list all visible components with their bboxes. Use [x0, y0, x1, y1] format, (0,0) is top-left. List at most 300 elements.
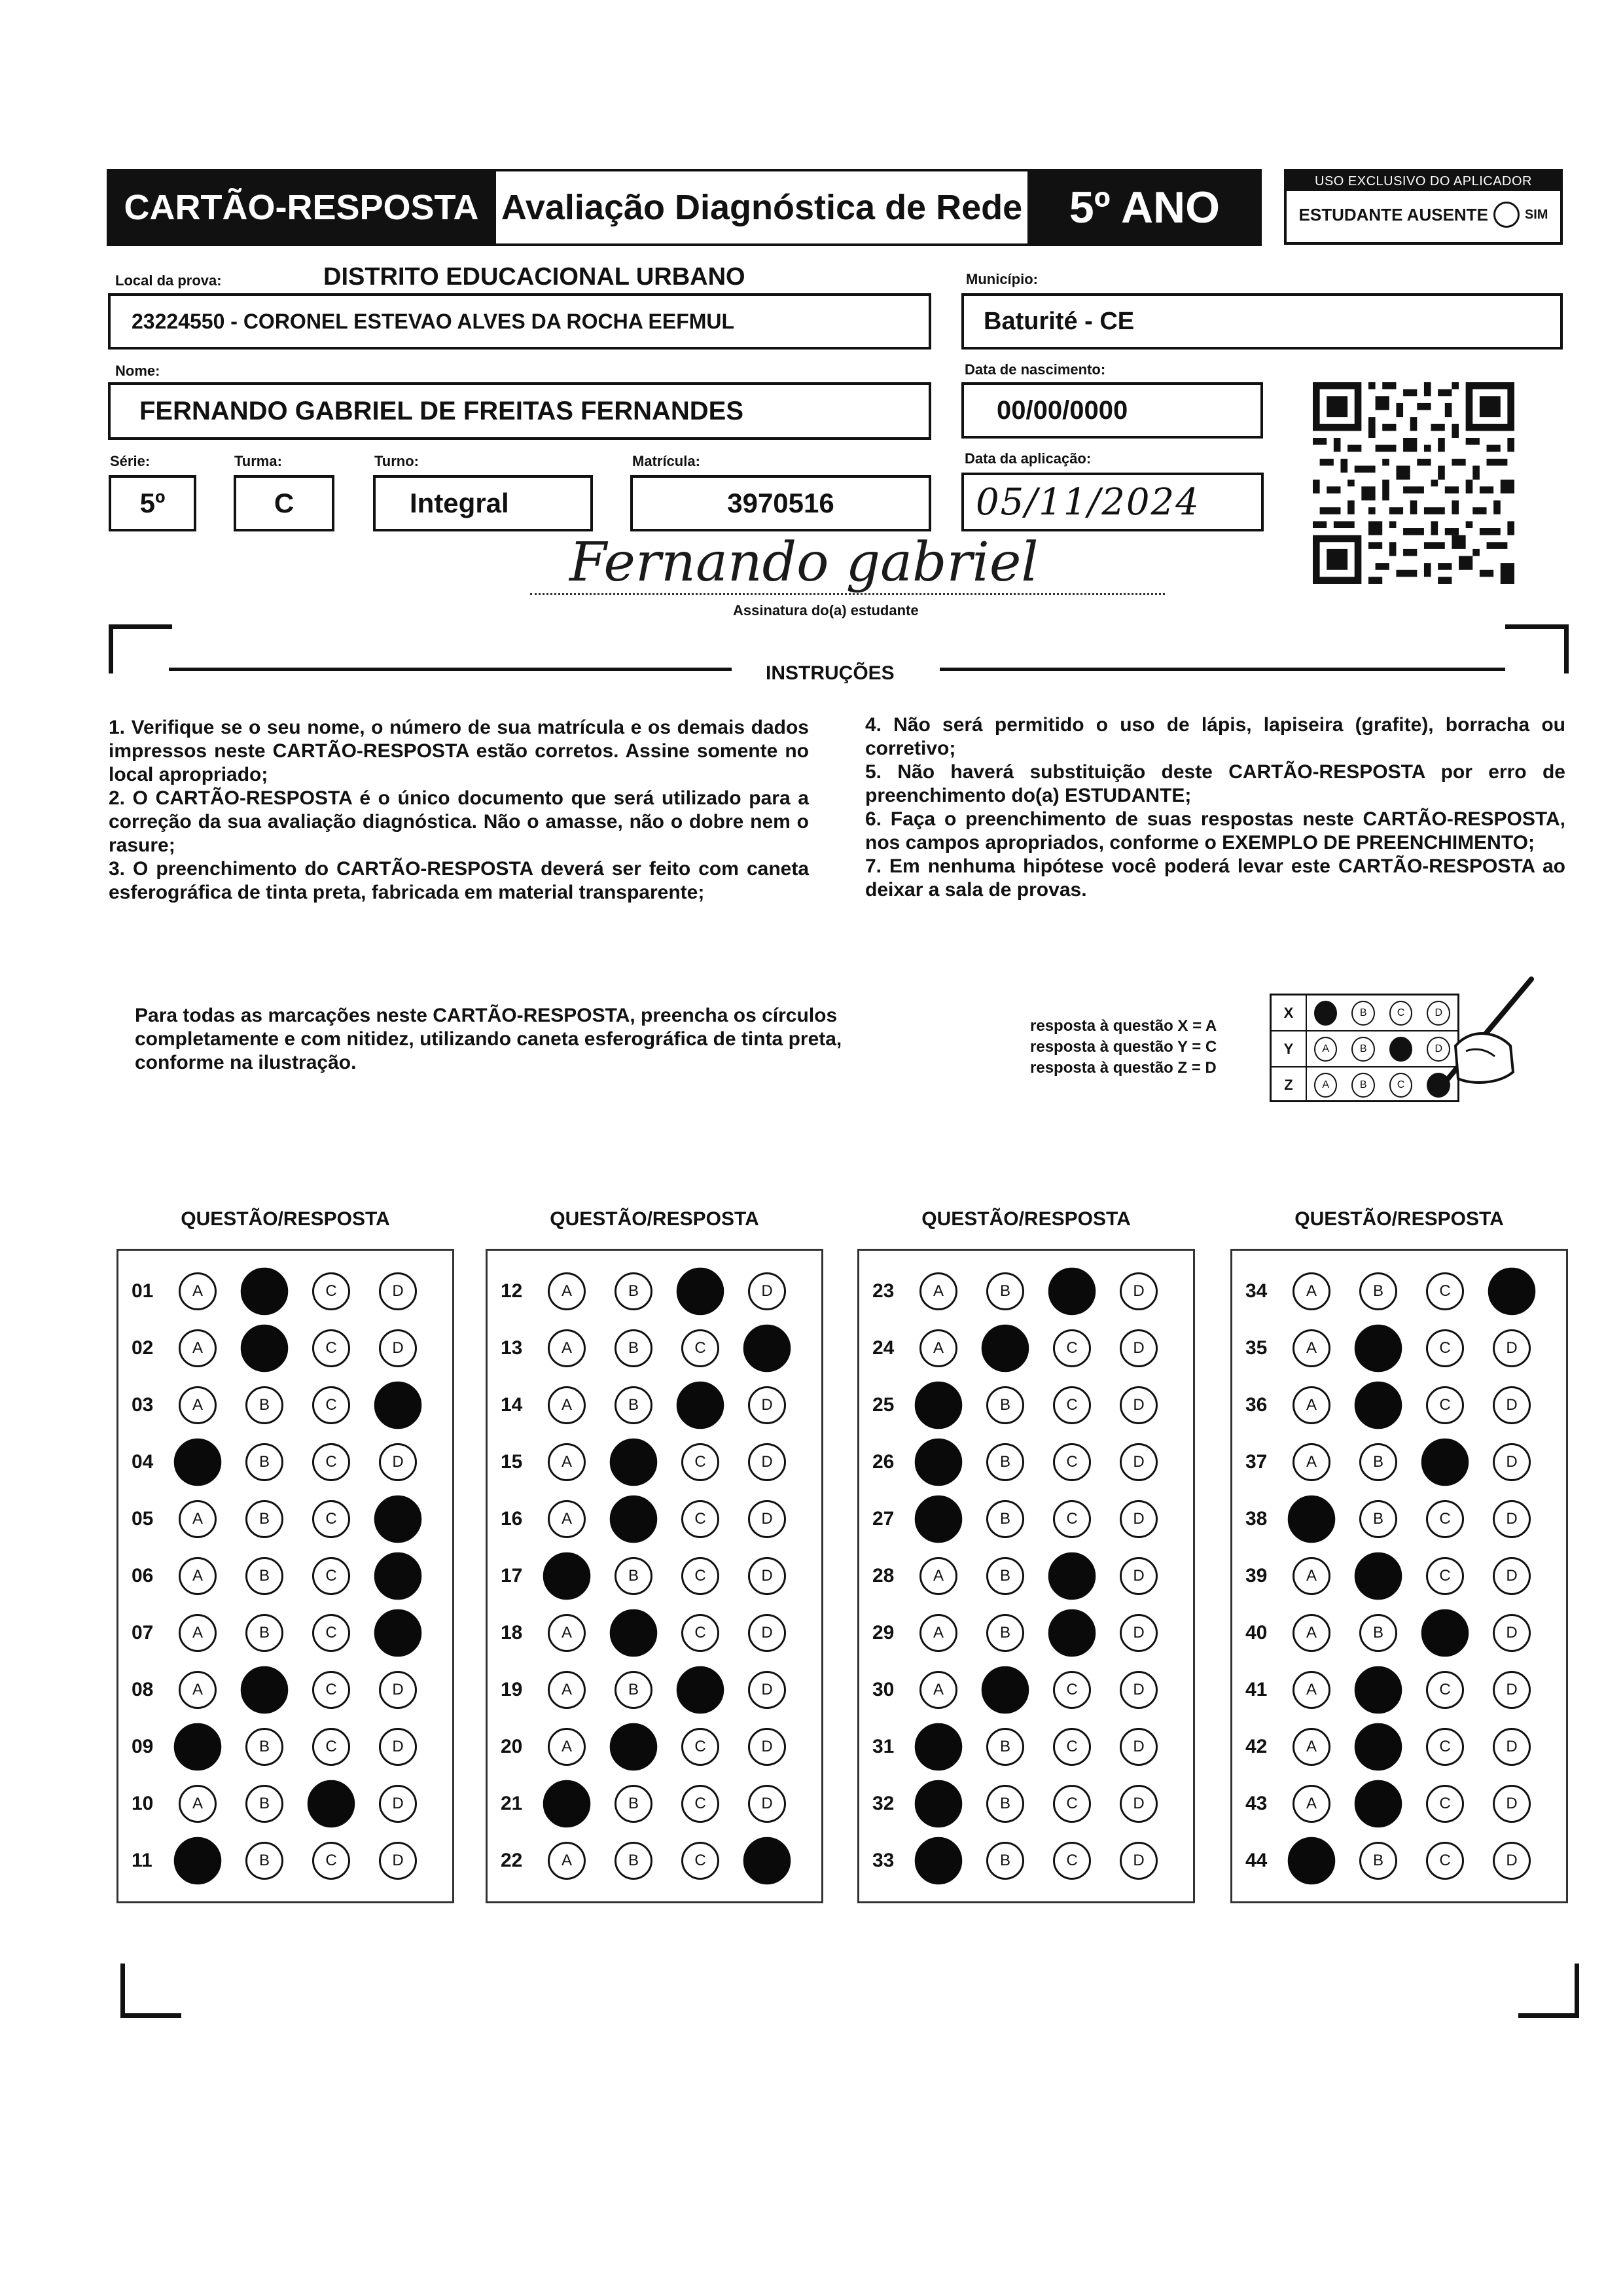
- question-row: [1232, 1557, 1566, 1595]
- answer-bubble-a[interactable]: [915, 1439, 963, 1486]
- answer-bubble-c[interactable]: [1421, 1609, 1469, 1657]
- answer-bubble-b[interactable]: [610, 1439, 658, 1486]
- question-number: 18: [501, 1622, 523, 1643]
- instructions-rule-right: [940, 668, 1505, 671]
- answer-bubble-b[interactable]: B: [615, 1671, 652, 1709]
- question-row: [488, 1500, 821, 1538]
- answer-bubble-c[interactable]: [677, 1268, 724, 1316]
- instructions-left: [109, 716, 809, 905]
- answer-bubble-b[interactable]: B: [986, 1785, 1024, 1823]
- answer-bubble-d[interactable]: D: [1493, 1329, 1531, 1367]
- answer-bubble-d[interactable]: D: [1493, 1842, 1531, 1880]
- question-number: 11: [132, 1850, 152, 1871]
- question-row: [1232, 1500, 1566, 1538]
- answer-bubble-c[interactable]: C: [312, 1614, 350, 1652]
- answer-bubble-b[interactable]: [982, 1666, 1029, 1714]
- question-number: 21: [501, 1793, 523, 1814]
- answer-bubble-c[interactable]: C: [1053, 1386, 1091, 1424]
- question-number: 20: [501, 1736, 523, 1757]
- answer-bubble-d[interactable]: D: [748, 1728, 786, 1766]
- aplicacao-field: 05/11/2024: [961, 473, 1264, 531]
- answer-bubble-c[interactable]: [1048, 1268, 1096, 1316]
- answer-bubble-b[interactable]: B: [245, 1386, 283, 1424]
- answer-bubble-d[interactable]: D: [1493, 1785, 1531, 1823]
- answer-bubble-b[interactable]: B: [245, 1728, 283, 1766]
- answer-bubble-a[interactable]: A: [548, 1728, 586, 1766]
- question-row: [488, 1386, 821, 1424]
- answer-bubble-c[interactable]: C: [1426, 1728, 1464, 1766]
- answer-bubble-b[interactable]: B: [615, 1386, 652, 1424]
- example-legend: [1030, 1016, 1217, 1079]
- answer-bubble-c[interactable]: C: [681, 1785, 719, 1823]
- question-number: 06: [132, 1565, 154, 1587]
- applicator-label: USO EXCLUSIVO DO APLICADOR: [1287, 171, 1560, 191]
- card-title: CARTÃO-RESPOSTA: [107, 169, 496, 246]
- answer-bubble-d[interactable]: D: [1493, 1614, 1531, 1652]
- question-row: [488, 1728, 821, 1766]
- answer-bubble-c[interactable]: C: [681, 1728, 719, 1766]
- answer-bubble-b[interactable]: [1355, 1780, 1402, 1828]
- answer-bubble-d[interactable]: D: [1120, 1557, 1158, 1595]
- answer-bubble-a[interactable]: A: [919, 1614, 957, 1652]
- answer-bubble-d[interactable]: D: [379, 1272, 417, 1310]
- answer-bubble-a[interactable]: [915, 1496, 963, 1543]
- question-row: [859, 1728, 1193, 1766]
- answer-bubble-b[interactable]: [610, 1496, 658, 1543]
- answer-bubble-d[interactable]: D: [1120, 1443, 1158, 1481]
- answer-bubble-c[interactable]: C: [312, 1272, 350, 1310]
- answer-bubble-b[interactable]: B: [1359, 1614, 1397, 1652]
- answer-bubble-b[interactable]: B: [615, 1557, 652, 1595]
- answer-bubble-b[interactable]: B: [245, 1557, 283, 1595]
- question-number: 33: [872, 1850, 895, 1871]
- answer-bubble-d[interactable]: D: [1120, 1728, 1158, 1766]
- answer-bubble-d[interactable]: [743, 1325, 791, 1372]
- question-row: [859, 1671, 1193, 1709]
- question-number: 17: [501, 1565, 523, 1587]
- answer-bubble-b[interactable]: B: [986, 1500, 1024, 1538]
- answer-bubble-d[interactable]: D: [1120, 1329, 1158, 1367]
- nome-label: Nome:: [115, 363, 160, 379]
- answer-bubble-c[interactable]: [1048, 1609, 1096, 1657]
- question-number: 16: [501, 1508, 523, 1530]
- answer-bubble-a[interactable]: A: [1293, 1728, 1330, 1766]
- answer-bubble-d[interactable]: D: [748, 1386, 786, 1424]
- question-number: 09: [132, 1736, 154, 1757]
- answer-bubble-b[interactable]: B: [245, 1842, 283, 1880]
- answers-column: [116, 1249, 454, 1903]
- answer-bubble-d[interactable]: [374, 1609, 422, 1657]
- question-number: 41: [1245, 1679, 1268, 1700]
- answer-bubble-d[interactable]: [743, 1837, 791, 1885]
- question-row: [1232, 1443, 1566, 1481]
- question-number: 14: [501, 1394, 523, 1416]
- answer-bubble-a[interactable]: [543, 1780, 591, 1828]
- question-row: [1232, 1272, 1566, 1310]
- answer-bubble-b[interactable]: B: [986, 1272, 1024, 1310]
- answer-bubble-c[interactable]: C: [1053, 1671, 1091, 1709]
- instruction-item: 6. Faça o preenchimento de suas respostas neste CARTÃO-RESPOSTA, nos campos apropriados, conforme o EXEMPLO DE PREENCHIMENTO;: [865, 808, 1565, 853]
- answer-bubble-b[interactable]: [1355, 1723, 1402, 1771]
- answer-bubble-a[interactable]: A: [179, 1557, 217, 1595]
- answer-bubble-b[interactable]: B: [986, 1557, 1024, 1595]
- question-row: [1232, 1842, 1566, 1880]
- question-number: 31: [872, 1736, 895, 1757]
- example-legend-item: resposta à questão X = A: [1030, 1017, 1217, 1035]
- answer-bubble-c[interactable]: C: [1053, 1728, 1091, 1766]
- instruction-item: 2. O CARTÃO-RESPOSTA é o único documento que será utilizado para a correção da sua avaliação diagnóstica. Não o amasse, não o dobre nem o rasure;: [109, 787, 809, 856]
- answer-bubble-d[interactable]: D: [1120, 1842, 1158, 1880]
- answer-bubble-b[interactable]: [241, 1268, 289, 1316]
- answer-bubble-b[interactable]: B: [986, 1842, 1024, 1880]
- answer-bubble-b[interactable]: B: [615, 1842, 652, 1880]
- question-row: [1232, 1671, 1566, 1709]
- answer-bubble-c[interactable]: C: [1426, 1329, 1464, 1367]
- answer-bubble-d[interactable]: D: [379, 1785, 417, 1823]
- answer-bubble-c[interactable]: C: [1426, 1272, 1464, 1310]
- example-legend-item: resposta à questão Y = C: [1030, 1038, 1217, 1056]
- instructions-title: INSTRUÇÕES: [766, 662, 895, 684]
- answer-bubble-d[interactable]: D: [379, 1728, 417, 1766]
- answers-column: [1230, 1249, 1568, 1903]
- answer-bubble-c[interactable]: C: [1053, 1842, 1091, 1880]
- answer-bubble-d[interactable]: [374, 1552, 422, 1600]
- answer-bubble-a[interactable]: [174, 1723, 222, 1771]
- answer-bubble-b[interactable]: B: [615, 1785, 652, 1823]
- question-row: [118, 1728, 452, 1766]
- question-row: [488, 1272, 821, 1310]
- answer-bubble-b[interactable]: B: [245, 1785, 283, 1823]
- question-number: 27: [872, 1508, 895, 1530]
- answer-bubble-a[interactable]: A: [179, 1785, 217, 1823]
- nascimento-field: 00/00/0000: [961, 382, 1263, 439]
- answer-bubble-a[interactable]: [174, 1837, 222, 1885]
- answer-bubble-d[interactable]: D: [379, 1443, 417, 1481]
- answer-bubble-a[interactable]: A: [919, 1671, 957, 1709]
- answer-bubble-a[interactable]: A: [548, 1500, 586, 1538]
- pen-hand-illustration: [1427, 974, 1544, 1092]
- answer-bubble-a[interactable]: [1288, 1837, 1336, 1885]
- answer-bubble-d[interactable]: D: [748, 1614, 786, 1652]
- answer-bubble-a[interactable]: [915, 1780, 963, 1828]
- answer-bubble-d[interactable]: D: [1493, 1728, 1531, 1766]
- answer-bubble-d[interactable]: D: [1120, 1500, 1158, 1538]
- answer-bubble-c[interactable]: C: [681, 1557, 719, 1595]
- question-row: [488, 1785, 821, 1823]
- answer-bubble-c[interactable]: C: [681, 1329, 719, 1367]
- nascimento-label: Data de nascimento:: [965, 361, 1106, 378]
- answer-bubble-c[interactable]: C: [312, 1557, 350, 1595]
- question-number: 23: [872, 1280, 895, 1302]
- question-row: [859, 1386, 1193, 1424]
- question-number: 29: [872, 1622, 895, 1643]
- answer-bubble-c[interactable]: C: [312, 1443, 350, 1481]
- answer-bubble-b[interactable]: [241, 1325, 289, 1372]
- instruction-item: 7. Em nenhuma hipótese você poderá levar este CARTÃO-RESPOSTA ao deixar a sala de provas.: [865, 855, 1565, 901]
- answer-bubble-a[interactable]: A: [548, 1329, 586, 1367]
- answer-bubble-c[interactable]: C: [681, 1500, 719, 1538]
- answer-bubble-d[interactable]: D: [379, 1671, 417, 1709]
- answer-bubble-b[interactable]: B: [986, 1728, 1024, 1766]
- question-row: [118, 1386, 452, 1424]
- question-row: [488, 1671, 821, 1709]
- answer-bubble-a[interactable]: [543, 1552, 591, 1600]
- answer-bubble-c[interactable]: C: [1053, 1785, 1091, 1823]
- answer-bubble-d[interactable]: D: [1120, 1614, 1158, 1652]
- answer-bubble-a[interactable]: A: [919, 1557, 957, 1595]
- serie-field: 5º: [109, 475, 196, 531]
- turma-field: C: [234, 475, 334, 531]
- signature-label: Assinatura do(a) estudante: [733, 602, 919, 619]
- question-number: 19: [501, 1679, 523, 1700]
- question-row: [118, 1785, 452, 1823]
- answer-bubble-b[interactable]: B: [986, 1386, 1024, 1424]
- example-row-label: X: [1272, 996, 1307, 1030]
- answer-bubble-d[interactable]: D: [1493, 1500, 1531, 1538]
- example-row-label: Y: [1272, 1031, 1307, 1066]
- question-number: 38: [1245, 1508, 1268, 1530]
- answer-bubble-a[interactable]: A: [179, 1500, 217, 1538]
- answer-bubble-a[interactable]: A: [548, 1614, 586, 1652]
- answer-bubble-c[interactable]: [308, 1780, 355, 1828]
- answer-bubble-a[interactable]: A: [1293, 1557, 1330, 1595]
- question-number: 40: [1245, 1622, 1268, 1643]
- grade-label: 5º ANO: [1027, 169, 1262, 246]
- question-number: 10: [132, 1793, 154, 1814]
- question-number: 12: [501, 1280, 523, 1302]
- answer-bubble-a[interactable]: A: [1293, 1614, 1330, 1652]
- question-row: [859, 1329, 1193, 1367]
- answer-bubble-c[interactable]: C: [1053, 1329, 1091, 1367]
- answer-bubble-a[interactable]: A: [179, 1671, 217, 1709]
- answer-bubble-b[interactable]: B: [1359, 1272, 1397, 1310]
- answer-bubble-c[interactable]: C: [681, 1842, 719, 1880]
- answer-bubble-c[interactable]: C: [1426, 1671, 1464, 1709]
- question-row: [118, 1500, 452, 1538]
- answer-bubble-d[interactable]: D: [1120, 1785, 1158, 1823]
- answers-column: [857, 1249, 1195, 1903]
- answer-bubble-c[interactable]: C: [312, 1728, 350, 1766]
- answer-bubble-a[interactable]: A: [919, 1272, 957, 1310]
- answer-bubble-a[interactable]: A: [1293, 1272, 1330, 1310]
- question-row: [859, 1557, 1193, 1595]
- example-bubble-a: [1314, 1001, 1338, 1026]
- instructions-right: [865, 713, 1565, 902]
- municipio-field: Baturité - CE: [961, 293, 1563, 350]
- answer-bubble-a[interactable]: A: [548, 1842, 586, 1880]
- answer-bubble-a[interactable]: A: [179, 1329, 217, 1367]
- answer-bubble-c[interactable]: [677, 1382, 724, 1429]
- answer-bubble-b[interactable]: [241, 1666, 289, 1714]
- answer-bubble-d[interactable]: D: [1120, 1386, 1158, 1424]
- answer-bubble-c[interactable]: C: [312, 1386, 350, 1424]
- answer-bubble-d[interactable]: [374, 1496, 422, 1543]
- answer-bubble-a[interactable]: [915, 1723, 963, 1771]
- answer-bubble-b[interactable]: [1355, 1325, 1402, 1372]
- answers-column: [486, 1249, 823, 1903]
- question-row: [859, 1842, 1193, 1880]
- example-bubble-b: B: [1351, 1001, 1375, 1026]
- question-number: 02: [132, 1337, 154, 1359]
- answer-bubble-d[interactable]: D: [748, 1500, 786, 1538]
- matricula-field: 3970516: [630, 475, 931, 531]
- question-row: [488, 1329, 821, 1367]
- answer-bubble-a[interactable]: A: [1293, 1386, 1330, 1424]
- answer-bubble-b[interactable]: [610, 1609, 658, 1657]
- question-row: [488, 1614, 821, 1652]
- answer-bubble-c[interactable]: C: [1053, 1443, 1091, 1481]
- answer-bubble-c[interactable]: C: [1426, 1785, 1464, 1823]
- answer-bubble-d[interactable]: D: [1120, 1272, 1158, 1310]
- answer-bubble-d[interactable]: D: [748, 1785, 786, 1823]
- aplicacao-label: Data da aplicação:: [965, 450, 1092, 467]
- answer-bubble-c[interactable]: C: [1426, 1500, 1464, 1538]
- example-bubble-d: D: [1427, 1037, 1450, 1062]
- answer-bubble-b[interactable]: [610, 1723, 658, 1771]
- example-bubble-c: C: [1389, 1073, 1413, 1098]
- answer-bubble-a[interactable]: [174, 1439, 222, 1486]
- answer-bubble-a[interactable]: A: [548, 1386, 586, 1424]
- question-number: 30: [872, 1679, 895, 1700]
- answer-bubble-c[interactable]: [1048, 1552, 1096, 1600]
- instructions-rule-left: [169, 668, 732, 671]
- answer-bubble-c[interactable]: [1421, 1439, 1469, 1486]
- signature: Fernando gabriel: [569, 531, 1039, 594]
- question-number: 35: [1245, 1337, 1268, 1359]
- question-number: 05: [132, 1508, 154, 1530]
- answer-bubble-b[interactable]: B: [1359, 1842, 1397, 1880]
- example-legend-item: resposta à questão Z = D: [1030, 1059, 1217, 1077]
- district-name: DISTRITO EDUCACIONAL URBANO: [323, 263, 745, 291]
- answer-bubble-c[interactable]: C: [312, 1500, 350, 1538]
- answer-bubble-c[interactable]: C: [1053, 1500, 1091, 1538]
- answer-bubble-b[interactable]: B: [986, 1614, 1024, 1652]
- question-row: [118, 1614, 452, 1652]
- answer-bubble-c[interactable]: C: [1426, 1557, 1464, 1595]
- answer-bubble-c[interactable]: C: [681, 1614, 719, 1652]
- answer-bubble-b[interactable]: B: [615, 1272, 652, 1310]
- answer-bubble-a[interactable]: A: [548, 1671, 586, 1709]
- answer-bubble-c[interactable]: C: [312, 1842, 350, 1880]
- answer-bubble-d[interactable]: D: [1493, 1671, 1531, 1709]
- answer-bubble-b[interactable]: B: [1359, 1443, 1397, 1481]
- answer-bubble-b[interactable]: [1355, 1382, 1402, 1429]
- question-number: 28: [872, 1565, 895, 1587]
- example-row-label: Z: [1272, 1067, 1307, 1102]
- answer-bubble-b[interactable]: [982, 1325, 1029, 1372]
- answer-bubble-a[interactable]: A: [1293, 1785, 1330, 1823]
- question-row: [488, 1557, 821, 1595]
- example-bubble-b: B: [1351, 1037, 1375, 1062]
- answer-bubble-a[interactable]: A: [548, 1272, 586, 1310]
- answer-bubble-a[interactable]: A: [919, 1329, 957, 1367]
- question-number: 37: [1245, 1451, 1268, 1473]
- answer-bubble-c[interactable]: C: [1426, 1842, 1464, 1880]
- question-row: [859, 1785, 1193, 1823]
- corner-mark-top-left: [109, 624, 172, 673]
- example-bubble-c: [1389, 1037, 1413, 1062]
- answer-bubble-a[interactable]: A: [548, 1443, 586, 1481]
- answer-bubble-d[interactable]: D: [748, 1557, 786, 1595]
- answer-bubble-a[interactable]: A: [1293, 1443, 1330, 1481]
- answer-bubble-d[interactable]: D: [748, 1671, 786, 1709]
- answers-column-title: QUESTÃO/RESPOSTA: [1294, 1208, 1504, 1230]
- answer-bubble-b[interactable]: [1355, 1552, 1402, 1600]
- answer-bubble-c[interactable]: C: [681, 1443, 719, 1481]
- question-number: 25: [872, 1394, 895, 1416]
- answer-bubble-d[interactable]: D: [1120, 1671, 1158, 1709]
- question-row: [488, 1842, 821, 1880]
- turma-label: Turma:: [234, 453, 282, 469]
- answer-bubble-a[interactable]: [1288, 1496, 1336, 1543]
- nome-field: FERNANDO GABRIEL DE FREITAS FERNANDES: [108, 382, 931, 440]
- question-number: 42: [1245, 1736, 1268, 1757]
- answers-column-title: QUESTÃO/RESPOSTA: [550, 1208, 759, 1230]
- question-row: [1232, 1329, 1566, 1367]
- question-number: 44: [1245, 1850, 1268, 1871]
- question-number: 13: [501, 1337, 523, 1359]
- answer-bubble-b[interactable]: B: [1359, 1500, 1397, 1538]
- question-row: [859, 1500, 1193, 1538]
- answer-bubble-a[interactable]: A: [1293, 1329, 1330, 1367]
- question-row: [1232, 1728, 1566, 1766]
- serie-label: Série:: [110, 453, 151, 469]
- answer-bubble-a[interactable]: A: [179, 1386, 217, 1424]
- turno-label: Turno:: [374, 453, 419, 469]
- example-bubble-c: C: [1389, 1001, 1413, 1026]
- answer-bubble-b[interactable]: [1355, 1666, 1402, 1714]
- answer-bubble-b[interactable]: B: [615, 1329, 652, 1367]
- question-number: 43: [1245, 1793, 1268, 1814]
- answer-bubble-a[interactable]: [915, 1837, 963, 1885]
- answer-bubble-b[interactable]: B: [245, 1443, 283, 1481]
- question-row: [859, 1272, 1193, 1310]
- answer-bubble-b[interactable]: B: [245, 1500, 283, 1538]
- question-number: 26: [872, 1451, 895, 1473]
- question-row: [118, 1557, 452, 1595]
- answer-bubble-d[interactable]: [374, 1382, 422, 1429]
- question-number: 03: [132, 1394, 154, 1416]
- municipio-label: Município:: [966, 271, 1038, 287]
- answer-bubble-c[interactable]: C: [312, 1329, 350, 1367]
- answer-bubble-c[interactable]: C: [1426, 1386, 1464, 1424]
- answer-bubble-d[interactable]: D: [1493, 1386, 1531, 1424]
- answer-bubble-d[interactable]: D: [1493, 1557, 1531, 1595]
- example-bubble-a: A: [1314, 1073, 1338, 1098]
- answer-bubble-a[interactable]: [915, 1382, 963, 1429]
- matricula-label: Matrícula:: [632, 453, 700, 469]
- answer-bubble-d[interactable]: [1488, 1268, 1536, 1316]
- answer-bubble-d[interactable]: D: [1493, 1443, 1531, 1481]
- question-row: [859, 1443, 1193, 1481]
- question-number: 08: [132, 1679, 154, 1700]
- answer-bubble-b[interactable]: B: [986, 1443, 1024, 1481]
- answer-bubble-d[interactable]: D: [748, 1272, 786, 1310]
- answer-bubble-c[interactable]: [677, 1666, 724, 1714]
- answer-bubble-c[interactable]: C: [312, 1671, 350, 1709]
- exam-title: Avaliação Diagnóstica de Rede: [496, 169, 1027, 246]
- answer-bubble-d[interactable]: D: [379, 1329, 417, 1367]
- answer-bubble-b[interactable]: B: [245, 1614, 283, 1652]
- answer-bubble-a[interactable]: A: [179, 1272, 217, 1310]
- absent-checkbox[interactable]: [1493, 202, 1520, 228]
- answer-bubble-d[interactable]: D: [379, 1842, 417, 1880]
- question-row: [1232, 1386, 1566, 1424]
- answer-bubble-a[interactable]: A: [179, 1614, 217, 1652]
- answer-bubble-d[interactable]: D: [748, 1443, 786, 1481]
- answer-bubble-a[interactable]: A: [1293, 1671, 1330, 1709]
- instruction-item: 1. Verifique se o seu nome, o número de sua matrícula e os demais dados impressos neste CARTÃO-RESPOSTA estão corretos. Assine somente no local apropriado;: [109, 717, 809, 785]
